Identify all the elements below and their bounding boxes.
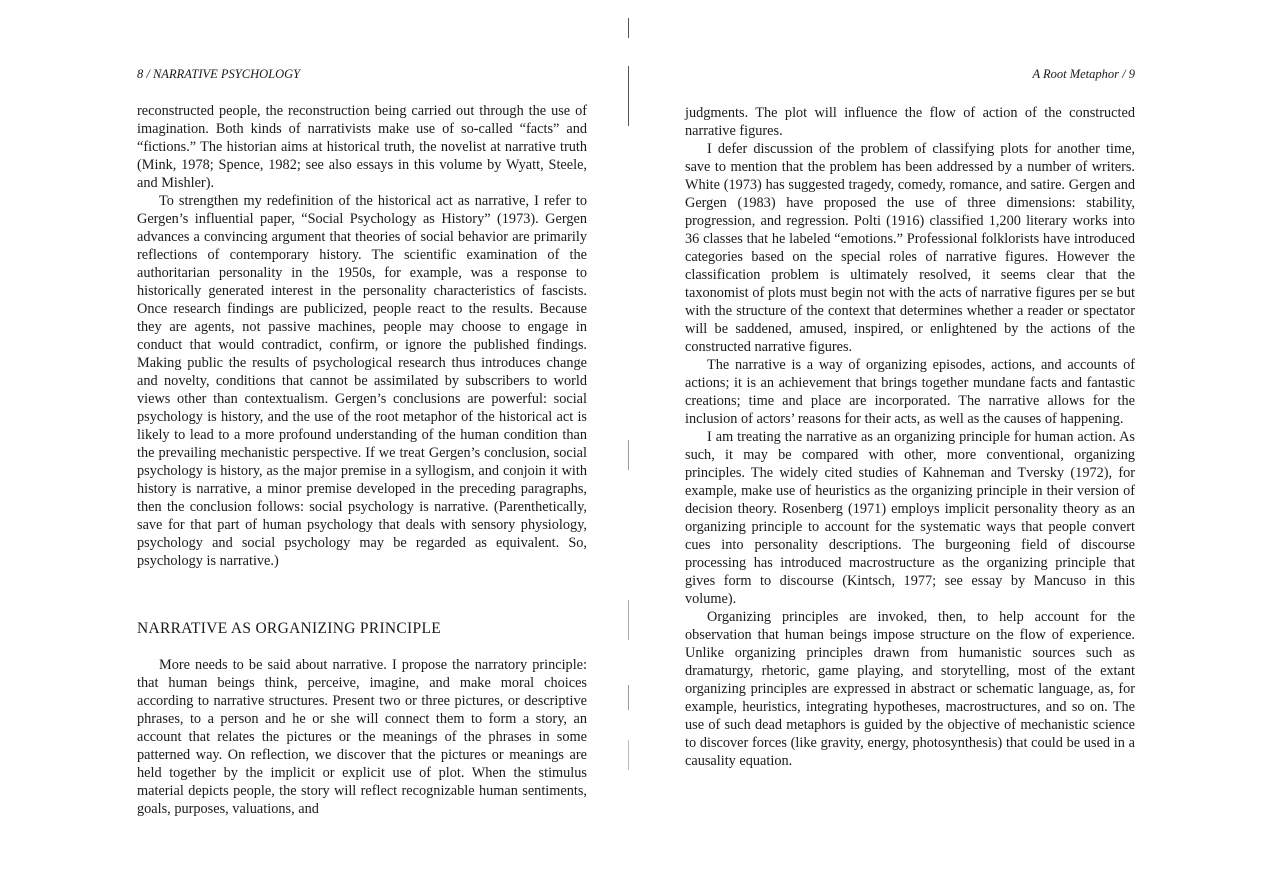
gutter-line [628,740,629,770]
paragraph: More needs to be said about narrative. I propose the narratory principle: that human beings think, perceive, imagine, and make moral choices according to narrative structures. Present two or three pictures, or descriptive phrases, to a person and he or she will connect them to form a story, an account that relates the pictures or the meanings of the phrases in some patterned way. On reflection, we discover that the pictures or meanings are held together by the implicit or explicit use of plot. When the stimulus material depicts people, the story will reflect recognizable human sentiments, goals, purposes, valuations, and [137,657,587,817]
paragraph: reconstructed people, the reconstruction being carried out through the use of imagination. Both kinds of narrativists make use of so-called “facts” and “fictions.” The historian aims at historical truth, the novelist at narrative truth (Mink, 1978; Spence, 1982; see also essays in this volume by Wyatt, Steele, and Mishler). [137,103,587,191]
gutter-line [628,440,629,470]
right-running-head: A Root Metaphor / 9 [1032,67,1135,81]
gutter-line [628,600,629,640]
gutter-line [628,66,629,126]
section-heading: NARRATIVE AS ORGANIZING PRINCIPLE [137,620,441,637]
right-body-text [685,104,1135,770]
gutter-line [628,685,629,710]
paragraph: Organizing principles are invoked, then, to help account for the observation that human beings impose structure on the flow of experience. Unlike organizing principles drawn from humanistic sources such as dramaturgy, rhetoric, game playing, and storytelling, most of the extant organizing principles are expressed in abstract or schematic language, as, for example, heuristics, integrating hypotheses, macrostructures, and so on. The use of such dead metaphors is guided by the objective of mechanistic science to discover forces (like gravity, energy, photosynthesis) that could be used in a causality equation. [685,609,1135,769]
left-section-text [137,656,587,818]
gutter-line [628,18,629,38]
paragraph: I am treating the narrative as an organizing principle for human action. As such, it may be compared with other, more conventional, organizing principles. The widely cited studies of Kahneman and Tversky (1972), for example, make use of heuristics as the organizing principle in their version of decision theory. Rosenberg (1971) employs implicit personality theory as an organizing principle to account for the systematic ways that people convert cues into personality descriptions. The burgeoning field of discourse processing has introduced macrostructure as the organizing principle that gives form to discourse (Kintsch, 1977; see essay by Mancuso in this volume). [685,429,1135,607]
paragraph: I defer discussion of the problem of classifying plots for another time, save to mention that the problem has been addressed by a number of writers. White (1973) has suggested tragedy, comedy, romance, and satire. Gergen and Gergen (1983) have proposed the use of three dimensions: stability, progression, and regression. Polti (1916) classified 1,200 literary works into 36 classes that he labeled “emotions.” Professional folklorists have introduced categories based on the special roles of narrative figures. However the classification problem is ultimately resolved, it seems clear that the taxonomist of plots must begin not with the acts of narrative figures per se but with the structure of the context that determines whether a reader or spectator will be saddened, amused, inspired, or enlightened by the actions of the constructed narrative figures. [685,141,1135,355]
paragraph: To strengthen my redefinition of the historical act as narrative, I refer to Gergen’s influential paper, “Social Psychology as History” (1973). Gergen advances a convincing argument that theories of social behavior are primarily reflections of contemporary history. The scientific examination of the authoritarian personality in the 1950s, for example, was a response to historically generated interest in the personality characteristics of fascists. Once research findings are publicized, people react to the results. Because they are agents, not passive machines, people may choose to engage in conduct that would contradict, confirm, or ignore the published findings. Making public the results of psychological research thus introduces change and novelty, conditions that cannot be assimilated by subscribers to world views other than contextualism. Gergen’s conclusions are powerful: social psychology is history, and the use of the root metaphor of the historical act is likely to lead to a more profound understanding of the human condition than the prevailing mechanistic perspective. If we treat Gergen’s conclusion, social psychology is history, as the major premise in a syllogism, and conjoin it with history is narrative, a minor premise developed in the preceding paragraphs, then the conclusion follows: social psychology is narrative. (Parenthetically, save for that part of human psychology that deals with sensory physiology, psychology and social psychology may be regarded as equivalent. So, psychology is narrative.) [137,193,587,569]
left-running-head: 8 / NARRATIVE PSYCHOLOGY [137,67,301,81]
paragraph: judgments. The plot will influence the flow of action of the constructed narrative figures. [685,105,1135,139]
left-body-text [137,102,587,570]
paragraph: The narrative is a way of organizing episodes, actions, and accounts of actions; it is an achievement that brings together mundane facts and fantastic creations; time and place are incorporated. The narrative allows for the inclusion of actors’ reasons for their acts, as well as the causes of happening. [685,357,1135,427]
